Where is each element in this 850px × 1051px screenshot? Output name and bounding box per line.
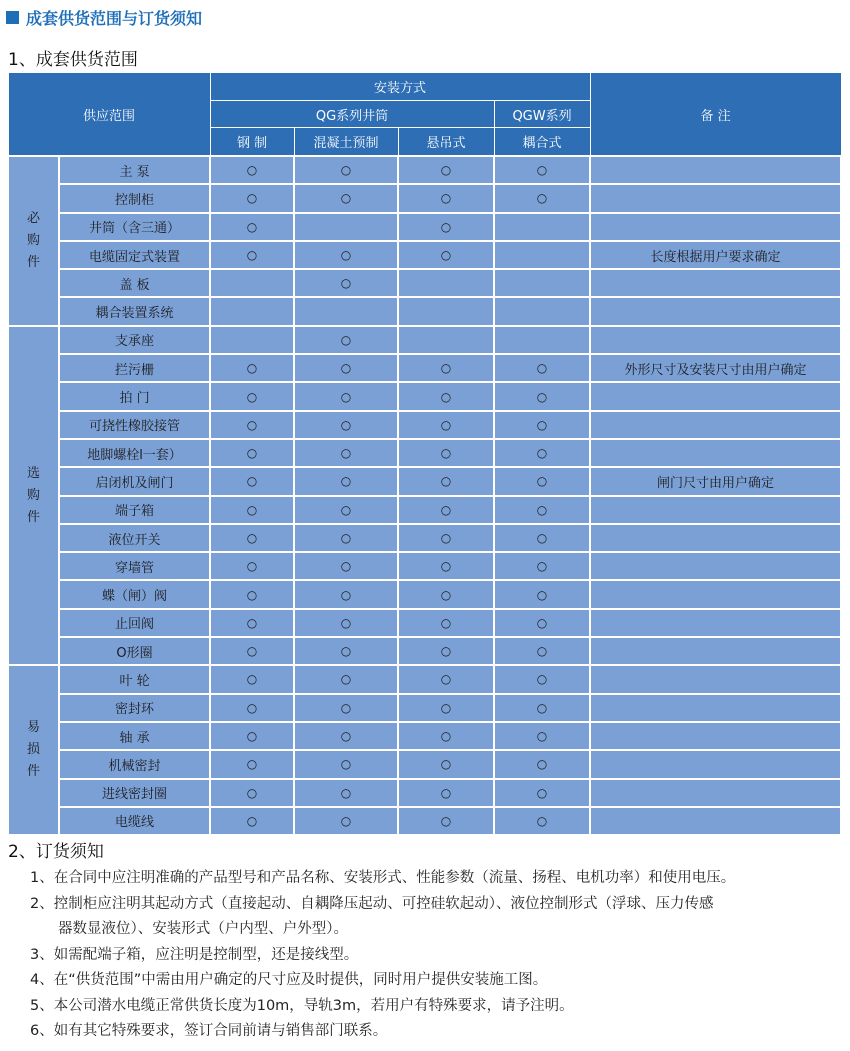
item-name: 盖 板	[59, 269, 210, 297]
item-name: 蝶（闸）阀	[59, 580, 210, 608]
table-row	[8, 411, 841, 439]
mark-concrete: ○	[294, 184, 398, 212]
note-line: 3、如需配端子箱，应注明是控制型，还是接线型。	[30, 946, 359, 963]
order-notes	[30, 866, 840, 1045]
mark-concrete: ○	[294, 779, 398, 807]
remark-cell	[590, 580, 841, 608]
remark-cell	[590, 496, 841, 524]
remark-cell: 长度根据用户要求确定	[590, 241, 841, 269]
mark-concrete: ○	[294, 439, 398, 467]
mark-suspended: ○	[398, 580, 494, 608]
remark-cell	[590, 184, 841, 212]
mark-concrete: ○	[294, 552, 398, 580]
item-name: 进线密封圈	[59, 779, 210, 807]
mark-steel: ○	[210, 637, 294, 665]
table-row	[8, 722, 841, 750]
item-name: 机械密封	[59, 750, 210, 778]
mark-suspended: ○	[398, 439, 494, 467]
mark-coupled: ○	[494, 382, 590, 410]
note-line: 1、在合同中应注明准确的产品型号和产品名称、安装形式、性能参数（流量、扬程、电机功率）和使用电压。	[30, 870, 736, 886]
mark-suspended: ○	[398, 467, 494, 495]
table-row	[8, 382, 841, 410]
item-name: 端子箱	[59, 496, 210, 524]
category-char: 购	[26, 232, 40, 248]
remark-cell	[590, 213, 841, 241]
header-qg-series: QG系列井筒	[210, 101, 494, 128]
mark-suspended: ○	[398, 722, 494, 750]
remark-cell	[590, 524, 841, 552]
remark-cell	[590, 722, 841, 750]
mark-steel: ○	[210, 694, 294, 722]
header-title: 成套供货范围与订货须知	[26, 8, 203, 28]
mark-steel: ○	[210, 722, 294, 750]
category-cell	[8, 665, 59, 835]
header-scope: 供应范围	[8, 73, 210, 157]
mark-coupled: ○	[494, 609, 590, 637]
table-row	[8, 354, 841, 382]
category-char: 购	[26, 487, 40, 503]
category-cell	[8, 156, 59, 326]
item-name: 止回阀	[59, 609, 210, 637]
item-name: 密封环	[59, 694, 210, 722]
mark-suspended: ○	[398, 241, 494, 269]
mark-concrete: ○	[294, 609, 398, 637]
note-line: 4、在“供货范围”中需由用户确定的尺寸应及时提供，同时用户提供安装施工图。	[30, 972, 548, 988]
mark-suspended: ○	[398, 694, 494, 722]
remark-cell	[590, 411, 841, 439]
header-install-method: 安装方式	[210, 73, 590, 101]
mark-coupled: ○	[494, 411, 590, 439]
remark-cell: 外形尺寸及安装尺寸由用户确定	[590, 354, 841, 382]
item-name: 地脚螺栓l一套）	[59, 439, 210, 467]
remark-cell	[590, 382, 841, 410]
mark-suspended: ○	[398, 779, 494, 807]
mark-suspended	[398, 297, 494, 325]
table-row	[8, 496, 841, 524]
mark-steel	[210, 326, 294, 354]
mark-steel: ○	[210, 241, 294, 269]
item-name: O形圈	[59, 637, 210, 665]
remark-cell	[590, 694, 841, 722]
mark-concrete: ○	[294, 269, 398, 297]
mark-suspended: ○	[398, 807, 494, 835]
remark-cell	[590, 750, 841, 778]
mark-coupled: ○	[494, 354, 590, 382]
table-row	[8, 184, 841, 212]
mark-coupled: ○	[494, 580, 590, 608]
item-name: 可挠性橡胶接管	[59, 411, 210, 439]
header-steel: 钢 制	[210, 128, 294, 157]
mark-suspended: ○	[398, 382, 494, 410]
note-line: 5、本公司潜水电缆正常供货长度为10m，导轨3m，若用户有特殊要求，请予注明。	[30, 997, 574, 1014]
table-row	[8, 213, 841, 241]
mark-suspended: ○	[398, 496, 494, 524]
table-row	[8, 241, 841, 269]
table-row	[8, 750, 841, 778]
header-remarks: 备 注	[590, 73, 841, 157]
table-body	[8, 156, 841, 835]
mark-suspended: ○	[398, 665, 494, 693]
remark-cell	[590, 637, 841, 665]
mark-steel: ○	[210, 807, 294, 835]
mark-steel	[210, 269, 294, 297]
remark-cell	[590, 156, 841, 184]
remark-cell	[590, 269, 841, 297]
mark-suspended	[398, 269, 494, 297]
mark-steel: ○	[210, 184, 294, 212]
mark-coupled: ○	[494, 750, 590, 778]
mark-coupled: ○	[494, 467, 590, 495]
table-row	[8, 269, 841, 297]
mark-steel: ○	[210, 552, 294, 580]
mark-suspended: ○	[398, 609, 494, 637]
mark-concrete: ○	[294, 241, 398, 269]
mark-suspended: ○	[398, 354, 494, 382]
mark-steel: ○	[210, 750, 294, 778]
mark-concrete: ○	[294, 382, 398, 410]
section1-title: 1、成套供货范围	[8, 50, 138, 70]
mark-suspended: ○	[398, 184, 494, 212]
table-row	[8, 637, 841, 665]
mark-steel: ○	[210, 156, 294, 184]
note-line: 器数显液位）、安装形式（户内型、户外型）。	[58, 921, 348, 937]
mark-steel: ○	[210, 382, 294, 410]
remark-cell	[590, 439, 841, 467]
item-name: 启闭机及闸门	[59, 467, 210, 495]
mark-coupled: ○	[494, 496, 590, 524]
item-name: 电缆线	[59, 807, 210, 835]
table-row	[8, 609, 841, 637]
mark-coupled: ○	[494, 439, 590, 467]
mark-coupled: ○	[494, 694, 590, 722]
table-row	[8, 297, 841, 325]
item-name: 支承座	[59, 326, 210, 354]
table-row	[8, 524, 841, 552]
item-name: 液位开关	[59, 524, 210, 552]
header-coupled: 耦合式	[494, 128, 590, 157]
mark-suspended: ○	[398, 637, 494, 665]
header-square-icon	[6, 11, 19, 24]
remark-cell	[590, 665, 841, 693]
table-row	[8, 467, 841, 495]
table-row	[8, 156, 841, 184]
mark-concrete: ○	[294, 580, 398, 608]
remark-cell	[590, 807, 841, 835]
mark-steel: ○	[210, 467, 294, 495]
mark-concrete: ○	[294, 326, 398, 354]
mark-concrete	[294, 213, 398, 241]
item-name: 电缆固定式装置	[59, 241, 210, 269]
category-char: 易	[26, 720, 40, 736]
category-cell	[8, 326, 59, 666]
item-name: 耦合装置系统	[59, 297, 210, 325]
item-name: 拦污栅	[59, 354, 210, 382]
table-row	[8, 665, 841, 693]
mark-steel: ○	[210, 439, 294, 467]
mark-suspended: ○	[398, 750, 494, 778]
section2-title: 2、订货须知	[8, 842, 104, 862]
category-char: 件	[26, 509, 40, 525]
header-concrete: 混凝土预制	[294, 128, 398, 157]
mark-coupled: ○	[494, 156, 590, 184]
page-header	[6, 5, 202, 29]
note-line: 6、如有其它特殊要求，签订合同前请与销售部门联系。	[30, 1023, 388, 1039]
mark-coupled: ○	[494, 184, 590, 212]
item-name: 穿墙管	[59, 552, 210, 580]
remark-cell	[590, 297, 841, 325]
mark-steel: ○	[210, 411, 294, 439]
mark-concrete: ○	[294, 694, 398, 722]
category-char: 选	[26, 465, 40, 481]
mark-concrete: ○	[294, 722, 398, 750]
mark-steel: ○	[210, 354, 294, 382]
supply-scope-table	[7, 72, 842, 836]
mark-coupled	[494, 297, 590, 325]
table-row	[8, 552, 841, 580]
remark-cell	[590, 609, 841, 637]
mark-steel: ○	[210, 496, 294, 524]
category-char: 件	[26, 764, 40, 780]
mark-coupled: ○	[494, 722, 590, 750]
mark-coupled: ○	[494, 637, 590, 665]
mark-concrete: ○	[294, 665, 398, 693]
mark-coupled	[494, 241, 590, 269]
mark-concrete: ○	[294, 807, 398, 835]
table-row	[8, 580, 841, 608]
mark-concrete: ○	[294, 354, 398, 382]
mark-suspended: ○	[398, 524, 494, 552]
remark-cell	[590, 552, 841, 580]
mark-concrete: ○	[294, 411, 398, 439]
mark-steel: ○	[210, 779, 294, 807]
mark-suspended: ○	[398, 156, 494, 184]
mark-steel: ○	[210, 580, 294, 608]
mark-coupled: ○	[494, 807, 590, 835]
remark-cell	[590, 326, 841, 354]
mark-coupled	[494, 269, 590, 297]
table-row	[8, 326, 841, 354]
mark-concrete: ○	[294, 496, 398, 524]
mark-coupled	[494, 326, 590, 354]
mark-steel: ○	[210, 665, 294, 693]
mark-steel: ○	[210, 609, 294, 637]
mark-concrete: ○	[294, 637, 398, 665]
table-row	[8, 694, 841, 722]
mark-coupled: ○	[494, 779, 590, 807]
table-row	[8, 779, 841, 807]
mark-suspended	[398, 326, 494, 354]
category-char: 件	[26, 254, 40, 270]
mark-concrete	[294, 297, 398, 325]
mark-steel: ○	[210, 213, 294, 241]
item-name: 叶 轮	[59, 665, 210, 693]
mark-coupled: ○	[494, 524, 590, 552]
header-qgw-series: QGW系列	[494, 101, 590, 128]
mark-suspended: ○	[398, 213, 494, 241]
note-line: 2、控制柜应注明其起动方式（直接起动、自耦降压起动、可控硅软起动）、液位控制形式（浮球、压力传感	[30, 895, 714, 912]
mark-steel: ○	[210, 524, 294, 552]
remark-cell: 闸门尺寸由用户确定	[590, 467, 841, 495]
mark-concrete: ○	[294, 524, 398, 552]
mark-concrete: ○	[294, 156, 398, 184]
table-row	[8, 807, 841, 835]
mark-steel	[210, 297, 294, 325]
item-name: 井筒（含三通）	[59, 213, 210, 241]
item-name: 轴 承	[59, 722, 210, 750]
mark-coupled	[494, 213, 590, 241]
item-name: 主 泵	[59, 156, 210, 184]
mark-suspended: ○	[398, 552, 494, 580]
mark-concrete: ○	[294, 750, 398, 778]
mark-suspended: ○	[398, 411, 494, 439]
category-char: 必	[26, 210, 40, 226]
item-name: 控制柜	[59, 184, 210, 212]
category-char: 损	[26, 742, 40, 758]
table-row	[8, 439, 841, 467]
mark-coupled: ○	[494, 552, 590, 580]
header-suspended: 悬吊式	[398, 128, 494, 157]
mark-coupled: ○	[494, 665, 590, 693]
item-name: 拍 门	[59, 382, 210, 410]
remark-cell	[590, 779, 841, 807]
mark-concrete: ○	[294, 467, 398, 495]
